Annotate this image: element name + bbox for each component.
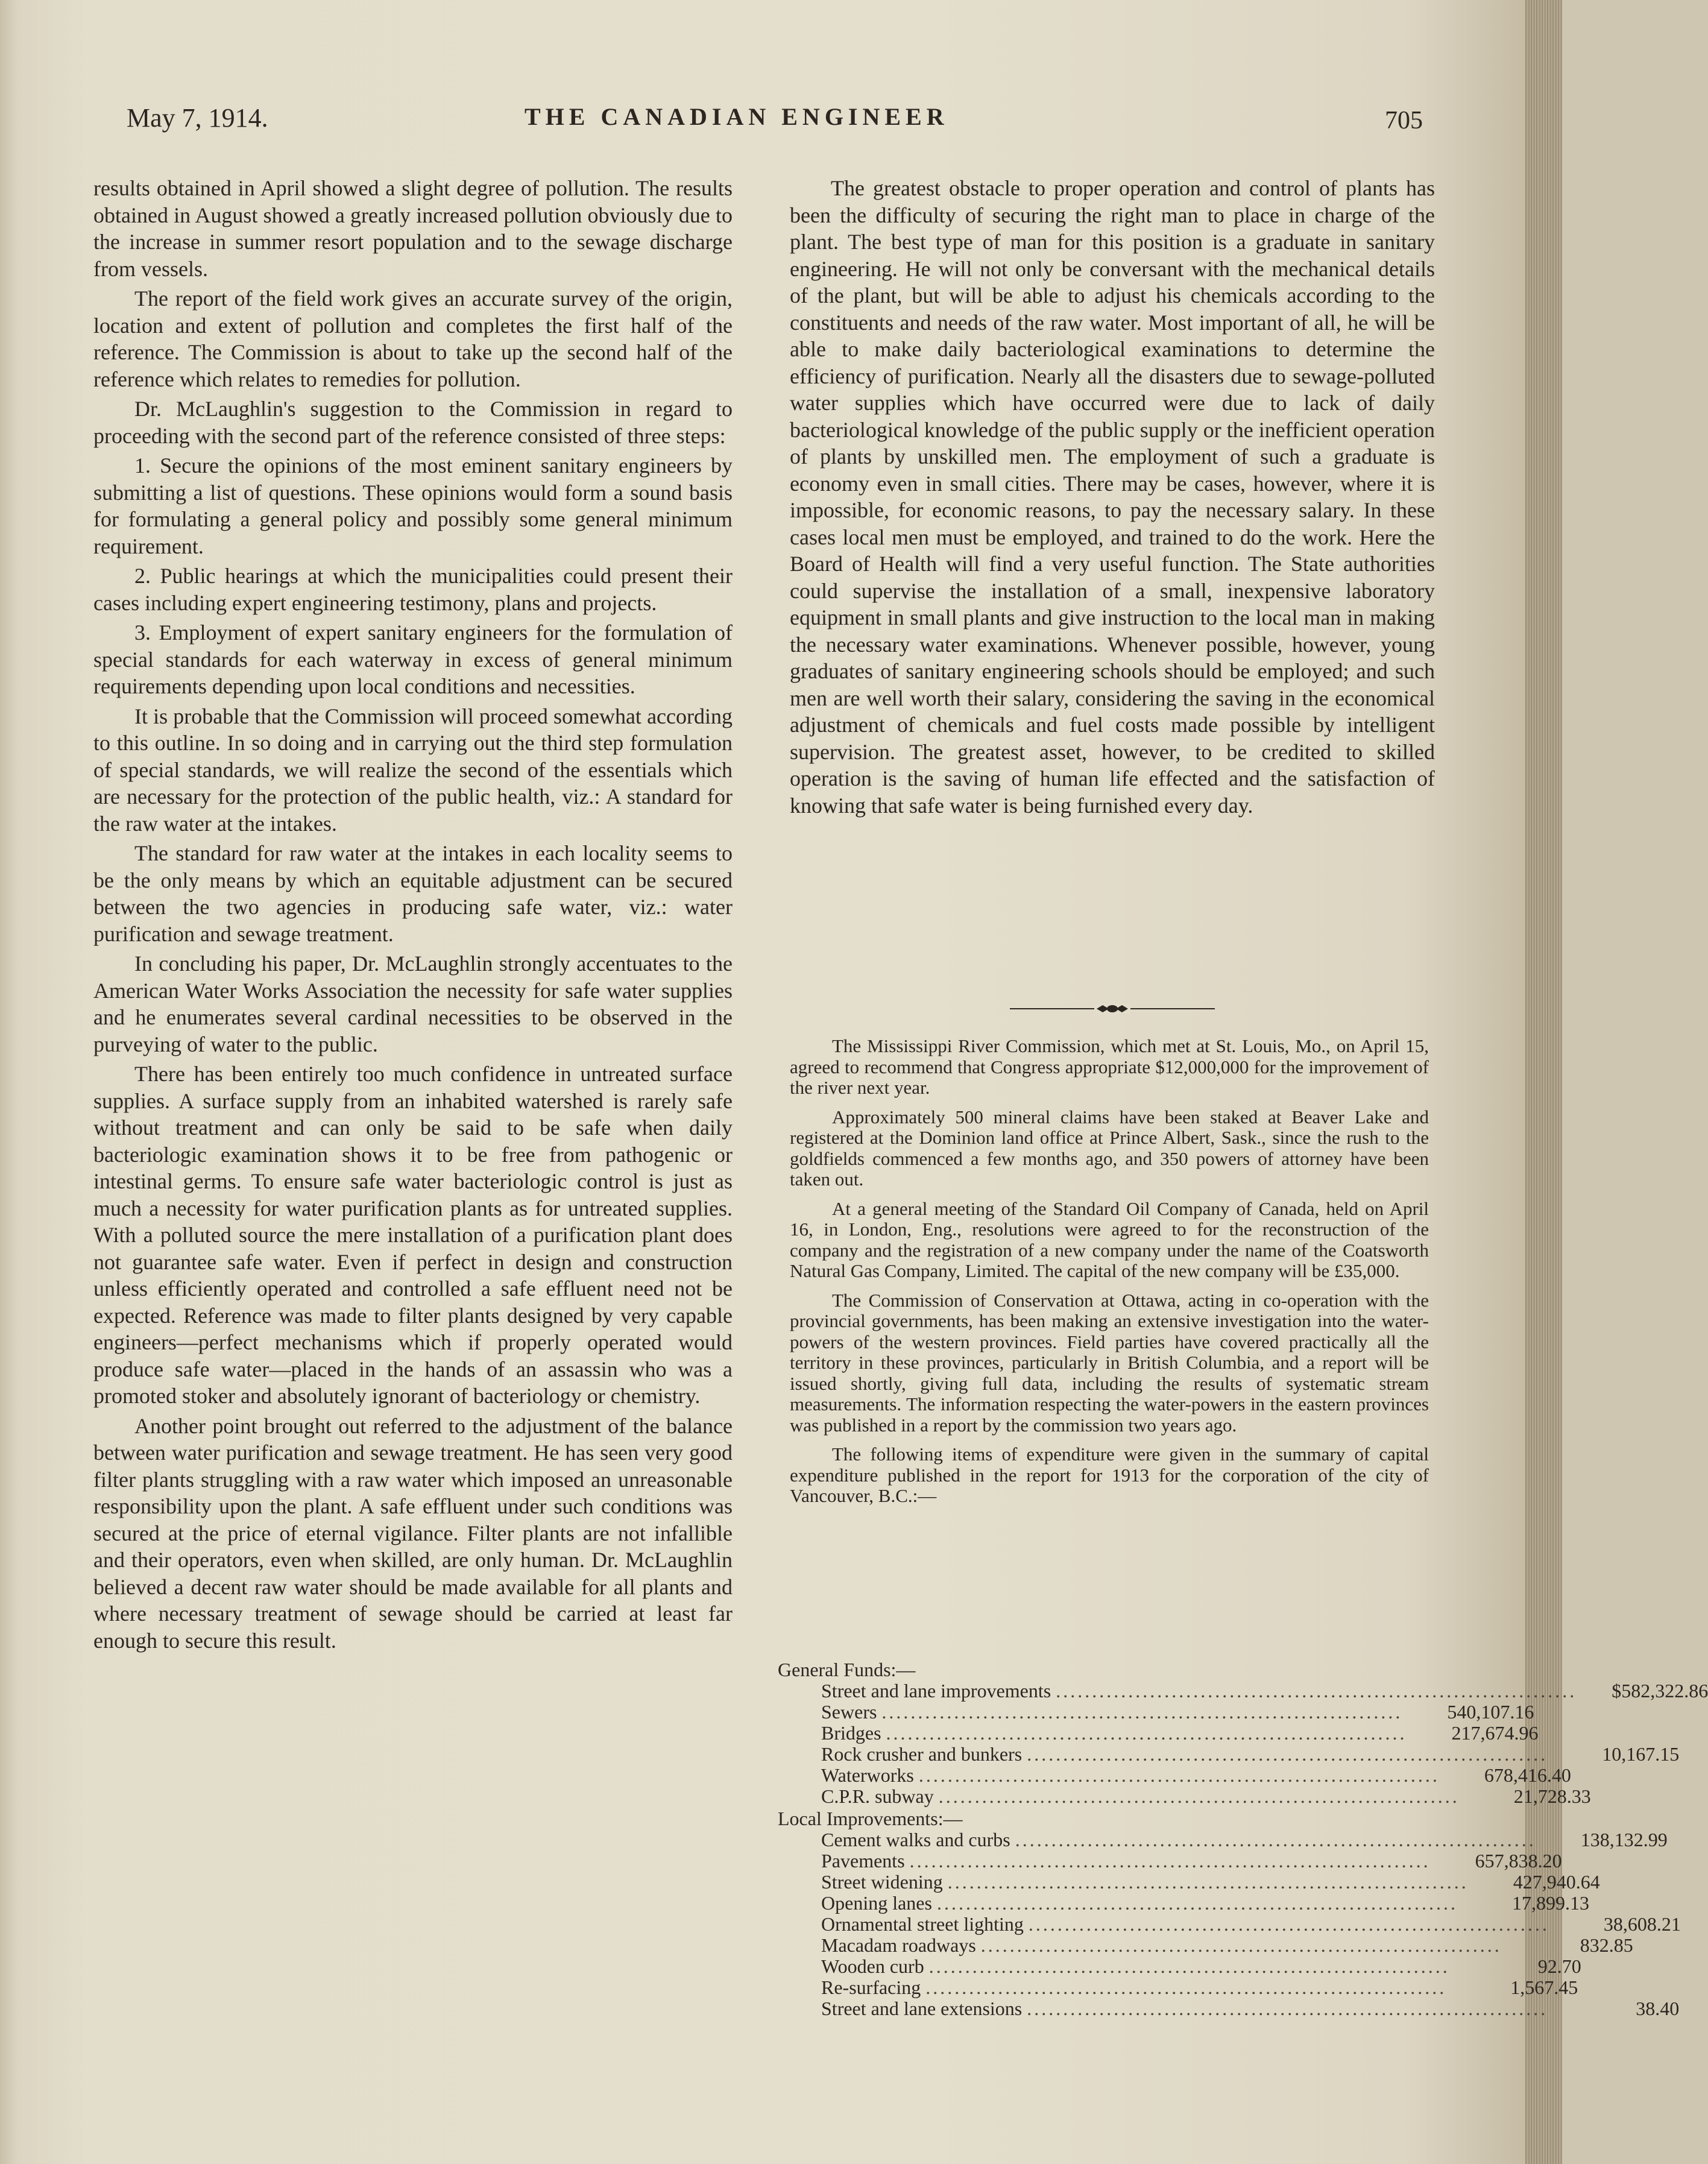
paragraph: There has been entirely too much confidence in untreated surface supplies. A surface supply from an inhabited watershed is rarely safe without treatment and can only be said to be safe when daily bacteriologic examination shows it to be free from pathogenic or intestinal germs. To ensure safe water bacteriologic control is just as much a necessity for water purification plants as for untreated supplies. With a polluted source the mere installation of a purification plant does not guarantee safe water. Even if perfect in design and construction unless efficiently operated and controlled a safe effluent need not be expected. Reference was made to filter plants designed by very capable engineers—perfect mechanisms which if properly operated would produce safe water—placed in the hands of an assassin who was a promoted stoker and absolutely ignorant of bacteriology or chemistry.	[93, 1062, 733, 1408]
section-divider	[1010, 1003, 1215, 1015]
news-item: The Mississippi River Commission, which met at St. Louis, Mo., on April 15, agreed to recommend that Congress appropriate $12,000,000 for the improvement of the river next year.	[790, 1035, 1429, 1098]
row-value: 678,416.40	[1484, 1764, 1571, 1786]
table-row	[778, 1743, 1680, 1765]
leader-dots: ........................................................................	[1056, 1680, 1577, 1702]
table-row	[778, 1955, 1581, 1977]
journal-title: THE CANADIAN ENGINEER	[525, 103, 949, 130]
row-label: Ornamental street lighting	[821, 1913, 1024, 1935]
leader-dots: ........................................................................	[938, 1785, 1460, 1807]
left-column	[93, 175, 733, 1657]
row-value: 427,940.64	[1513, 1871, 1600, 1893]
news-item: Approximately 500 mineral claims have been staked at Beaver Lake and registered at the Dominion land office at Prince Albert, Sask., since the rush to the goldfields commenced a few months ago, and 350 powers of attorney have been taken out.	[790, 1106, 1429, 1190]
row-label: Pavements	[821, 1850, 905, 1872]
leader-dots: ........................................................................	[980, 1934, 1502, 1956]
leader-dots: ........................................................................	[925, 1976, 1447, 1998]
news-item: At a general meeting of the Standard Oil Company of Canada, held on April 16, in London, Eng., resolutions were agreed to for the reconstruction of the company and the registration of a new company under the name of the Coatsworth Natural Gas Company, Limited. The capital of the new company will be £35,000.	[790, 1197, 1429, 1281]
row-label: Rock crusher and bunkers	[821, 1743, 1023, 1765]
table-row	[778, 1764, 1571, 1786]
paragraph: The greatest obstacle to proper operation and control of plants has been the difficulty of securing the right man to place in charge of the plant. The best type of man for this position is a graduate in sanitary engineering. He will not only be conversant with the mechanical details of the plant, but will be able to adjust his chemicals according to the constituents and needs of the raw water. Most important of all, he will be able to make daily bacteriological examinations to determine the efficiency of purification. Nearly all the disasters due to sewage-polluted water supplies which have occurred were due to lack of daily bacteriological knowledge of the public supply or the inefficient operation of plants by unskilled men. The employment of such a graduate is economy even in small cities. There may be cases, however, where it is impossible, for economic reasons, to pay the necessary salary. In these cases local men must be employed, and trained to do the work. Here the Board of Health will find a very useful function. The State authorities could supervise the installation of a small, inexpensive laboratory equipment in small plants and give instruction to the local man in making the necessary water examinations. Whenever possible, however, young graduates of sanitary engineering schools should be employed; and such men are well worth their salary, considering the saving in the economical adjustment of chemicals and fuel costs made possible by intelligent supervision. The greatest asset, however, to be credited to skilled operation is the saving of human life effected and the satisfaction of knowing that safe water is being furnished every day.	[790, 176, 1435, 818]
row-value: 832.85	[1580, 1934, 1633, 1956]
leader-dots: ........................................................................	[886, 1722, 1407, 1744]
row-value: 540,107.16	[1447, 1701, 1534, 1723]
row-value: 1,567.45	[1510, 1976, 1578, 1998]
divider-ornament-icon	[1094, 1003, 1130, 1015]
row-value: 38.40	[1636, 1998, 1680, 2019]
row-value: 92.70	[1537, 1955, 1581, 1977]
table-row	[778, 1850, 1562, 1872]
news-items	[790, 1036, 1429, 1515]
table-row	[778, 1722, 1539, 1744]
leader-dots: ........................................................................	[1028, 1913, 1549, 1935]
leader-dots: ........................................................................	[936, 1892, 1458, 1914]
leader-dots: ........................................................................	[1027, 1743, 1548, 1765]
paragraph: It is probable that the Commission will proceed somewhat according to this outline. In so doing and in carrying out the third step formulation of special standards, we will realize the second of the essentials which are necessary for the protection of the public health, viz.: A standard for the raw water at the intakes.	[93, 704, 733, 836]
table-row	[778, 1976, 1578, 1998]
table-row	[778, 1680, 1708, 1702]
page-header	[127, 103, 1423, 145]
news-item: The Commission of Conservation at Ottawa, acting in co-operation with the provincial governments, has been making an extensive investigation into the water-powers of the western provinces. Field parties have covered practically all the territory in these provinces, particularly in British Columbia, and a report will be issued shortly, giving full data, including the results of systematic stream measurements. The information respecting the water-powers in the eastern provinces was published in a report by the commission two years ago.	[790, 1289, 1429, 1436]
row-value: 657,838.20	[1475, 1850, 1562, 1872]
row-label: C.P.R. subway	[821, 1785, 934, 1807]
row-value: 38,608.21	[1603, 1913, 1681, 1935]
row-label: Opening lanes	[821, 1892, 932, 1914]
table-row	[778, 1998, 1680, 2019]
table-row	[778, 1701, 1534, 1723]
row-label: Sewers	[821, 1701, 877, 1723]
leader-dots: ........................................................................	[881, 1701, 1403, 1723]
row-label: Bridges	[821, 1722, 881, 1744]
right-column	[790, 175, 1435, 822]
paragraph: Another point brought out referred to the adjustment of the balance between water purification and sewage treatment. He has seen very good filter plants struggling with a raw water which imposed an unreasonable responsibility upon the plant. A safe effluent under such conditions was secured at the price of eternal vigilance. Filter plants are not infallible and their operators, even when skilled, are only human. Dr. McLaughlin believed a decent raw water should be made available for all plants and where necessary treatment of sewage should be carried at least far enough to secure this result.	[93, 1413, 733, 1653]
leader-dots: ........................................................................	[909, 1850, 1431, 1872]
row-label: Wooden curb	[821, 1955, 924, 1977]
row-value: 138,132.99	[1580, 1829, 1668, 1850]
step-1: 1. Secure the opinions of the most eminent sanitary engineers by submitting a list of questions. These opinions would form a sound basis for formulating a general policy and possibly some general minimum requirement.	[93, 453, 733, 558]
leader-dots: ........................................................................	[1015, 1829, 1536, 1850]
row-value: 17,899.13	[1511, 1892, 1589, 1914]
leader-dots: ........................................................................	[1027, 1998, 1548, 2019]
row-label: Street widening	[821, 1871, 943, 1893]
row-label: Cement walks and curbs	[821, 1829, 1010, 1850]
row-label: Macadam roadways	[821, 1934, 976, 1956]
row-label: Street and lane extensions	[821, 1998, 1023, 2019]
row-label: Re-surfacing	[821, 1976, 921, 1998]
row-label: Waterworks	[821, 1764, 914, 1786]
table-row	[778, 1871, 1600, 1893]
step-3: 3. Employment of expert sanitary engineers for the formulation of special standards for each waterway in excess of general minimum requirements depending upon local conditions and necessities.	[93, 620, 733, 698]
expenditure-table	[778, 1658, 1708, 2019]
row-value: $582,322.86	[1612, 1680, 1708, 1702]
row-value: 217,674.96	[1451, 1722, 1539, 1744]
general-funds-heading: General Funds:—	[778, 1659, 916, 1680]
paragraph: The standard for raw water at the intakes in each locality seems to be the only means by which an equitable adjustment can be secured between the two agencies in producing safe water, viz.: water purification and sewage treatment.	[93, 841, 733, 946]
paragraph: Dr. McLaughlin's suggestion to the Commission in regard to proceeding with the second part of the reference consisted of three steps:	[93, 397, 733, 448]
table-row	[778, 1829, 1668, 1850]
table-row	[778, 1913, 1681, 1935]
table-row	[778, 1892, 1589, 1914]
news-item: The following items of expenditure were given in the summary of capital expenditure published in the report for 1913 for the corporation of the city of Vancouver, B.C.:—	[790, 1443, 1429, 1506]
paragraph: results obtained in April showed a slight degree of pollution. The results obtained in August showed a greatly increased pollution obviously due to the increase in summer resort population and to the sewage discharge from vessels.	[93, 176, 733, 281]
leader-dots: ........................................................................	[918, 1764, 1440, 1786]
step-2: 2. Public hearings at which the municipalities could present their cases including expert engineering testimony, plans and projects.	[93, 564, 733, 615]
leader-dots: ........................................................................	[928, 1955, 1450, 1977]
local-improvements-heading: Local Improvements:—	[778, 1808, 963, 1829]
paragraph: The report of the field work gives an accurate survey of the origin, location and extent of pollution and completes the first half of the reference. The Commission is about to take up the second half of the reference which relates to remedies for pollution.	[93, 286, 733, 391]
row-value: 10,167.15	[1602, 1743, 1680, 1765]
issue-date: May 7, 1914.	[127, 103, 268, 133]
paragraph: In concluding his paper, Dr. McLaughlin strongly accentuates to the American Water Works Association the necessity for safe water supplies and he enumerates several cardinal necessities to be observed in the purveying of water to the public.	[93, 951, 733, 1056]
leader-dots: ........................................................................	[947, 1871, 1469, 1893]
row-label: Street and lane improvements	[821, 1680, 1051, 1702]
table-row	[778, 1934, 1633, 1956]
page-number: 705	[1385, 107, 1423, 134]
table-row	[778, 1785, 1591, 1807]
row-value: 21,728.33	[1513, 1785, 1591, 1807]
